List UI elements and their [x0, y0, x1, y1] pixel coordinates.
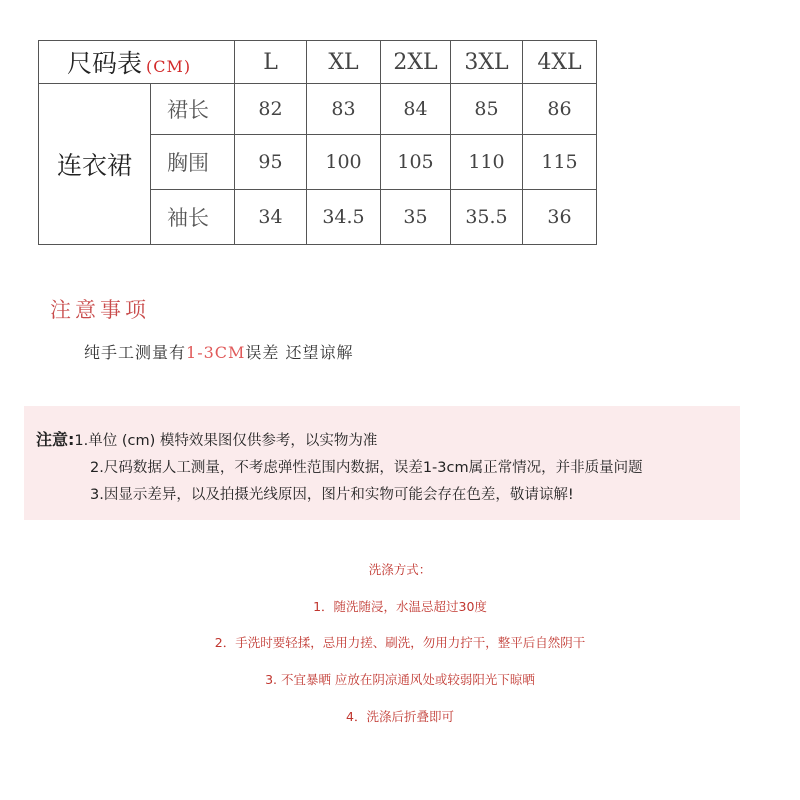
washing-title: 洗涤方式： [368, 562, 432, 577]
table-cell: 86 [523, 84, 597, 135]
size-header-row [39, 41, 597, 84]
table-cell: 105 [381, 135, 451, 190]
table-cell: 115 [523, 135, 597, 190]
note-item-2: 2.尺码数据人工测量，不考虑弹性范围内数据，误差1-3cm属正常情况，并非质量问题 [90, 460, 643, 476]
note-item-1 [36, 427, 377, 450]
table-cell: 100 [307, 135, 381, 190]
size-table-title-text: 尺码表 [67, 49, 143, 78]
table-cell: 34.5 [307, 190, 381, 245]
notice-text-after: 误差 还望谅解 [245, 343, 354, 362]
note-item-1-text: 1.单位 (cm) 模特效果图仅供参考，以实物为准 [74, 433, 378, 449]
table-cell: 83 [307, 84, 381, 135]
size-header-xl: XL [307, 41, 381, 84]
size-header-2xl: 2XL [381, 41, 451, 84]
notes-label: 注意: [36, 430, 75, 449]
note-item-3: 3.因显示差异，以及拍摄光线原因，图片和实物可能会存在色差，敬请谅解! [90, 487, 574, 503]
garment-group-label: 连衣裙 [39, 84, 151, 245]
table-cell: 36 [523, 190, 597, 245]
table-cell: 35.5 [451, 190, 523, 245]
size-header-3xl: 3XL [451, 41, 523, 84]
washing-item-1: 1．随洗随浸，水温忌超过30度 [313, 599, 487, 614]
size-table-title [39, 41, 235, 84]
size-header-4xl: 4XL [523, 41, 597, 84]
table-cell: 82 [235, 84, 307, 135]
table-cell: 84 [381, 84, 451, 135]
row-label-dress-length: 裙长 [151, 84, 235, 135]
row-label-bust: 胸围 [151, 135, 235, 190]
washing-item-4: 4．洗涤后折叠即可 [346, 709, 454, 724]
table-cell: 85 [451, 84, 523, 135]
table-cell: 35 [381, 190, 451, 245]
table-cell: 95 [235, 135, 307, 190]
size-table-unit: (CM) [146, 57, 192, 76]
washing-item-2: 2．手洗时要轻揉，忌用力搓、刷洗，勿用力拧干，整平后自然阴干 [214, 635, 586, 650]
washing-item-3: 3. 不宜暴晒 应放在阴凉通风处或较弱阳光下晾晒 [265, 672, 535, 687]
notice-text [84, 340, 354, 363]
notice-text-highlight: 1-3CM [186, 343, 246, 362]
size-header-l: L [235, 41, 307, 84]
notice-title: 注意事项 [50, 298, 150, 322]
table-row [39, 84, 597, 135]
size-table [38, 40, 597, 245]
table-cell: 34 [235, 190, 307, 245]
table-cell: 110 [451, 135, 523, 190]
notice-text-before: 纯手工测量有 [84, 343, 187, 362]
row-label-sleeve-length: 袖长 [151, 190, 235, 245]
